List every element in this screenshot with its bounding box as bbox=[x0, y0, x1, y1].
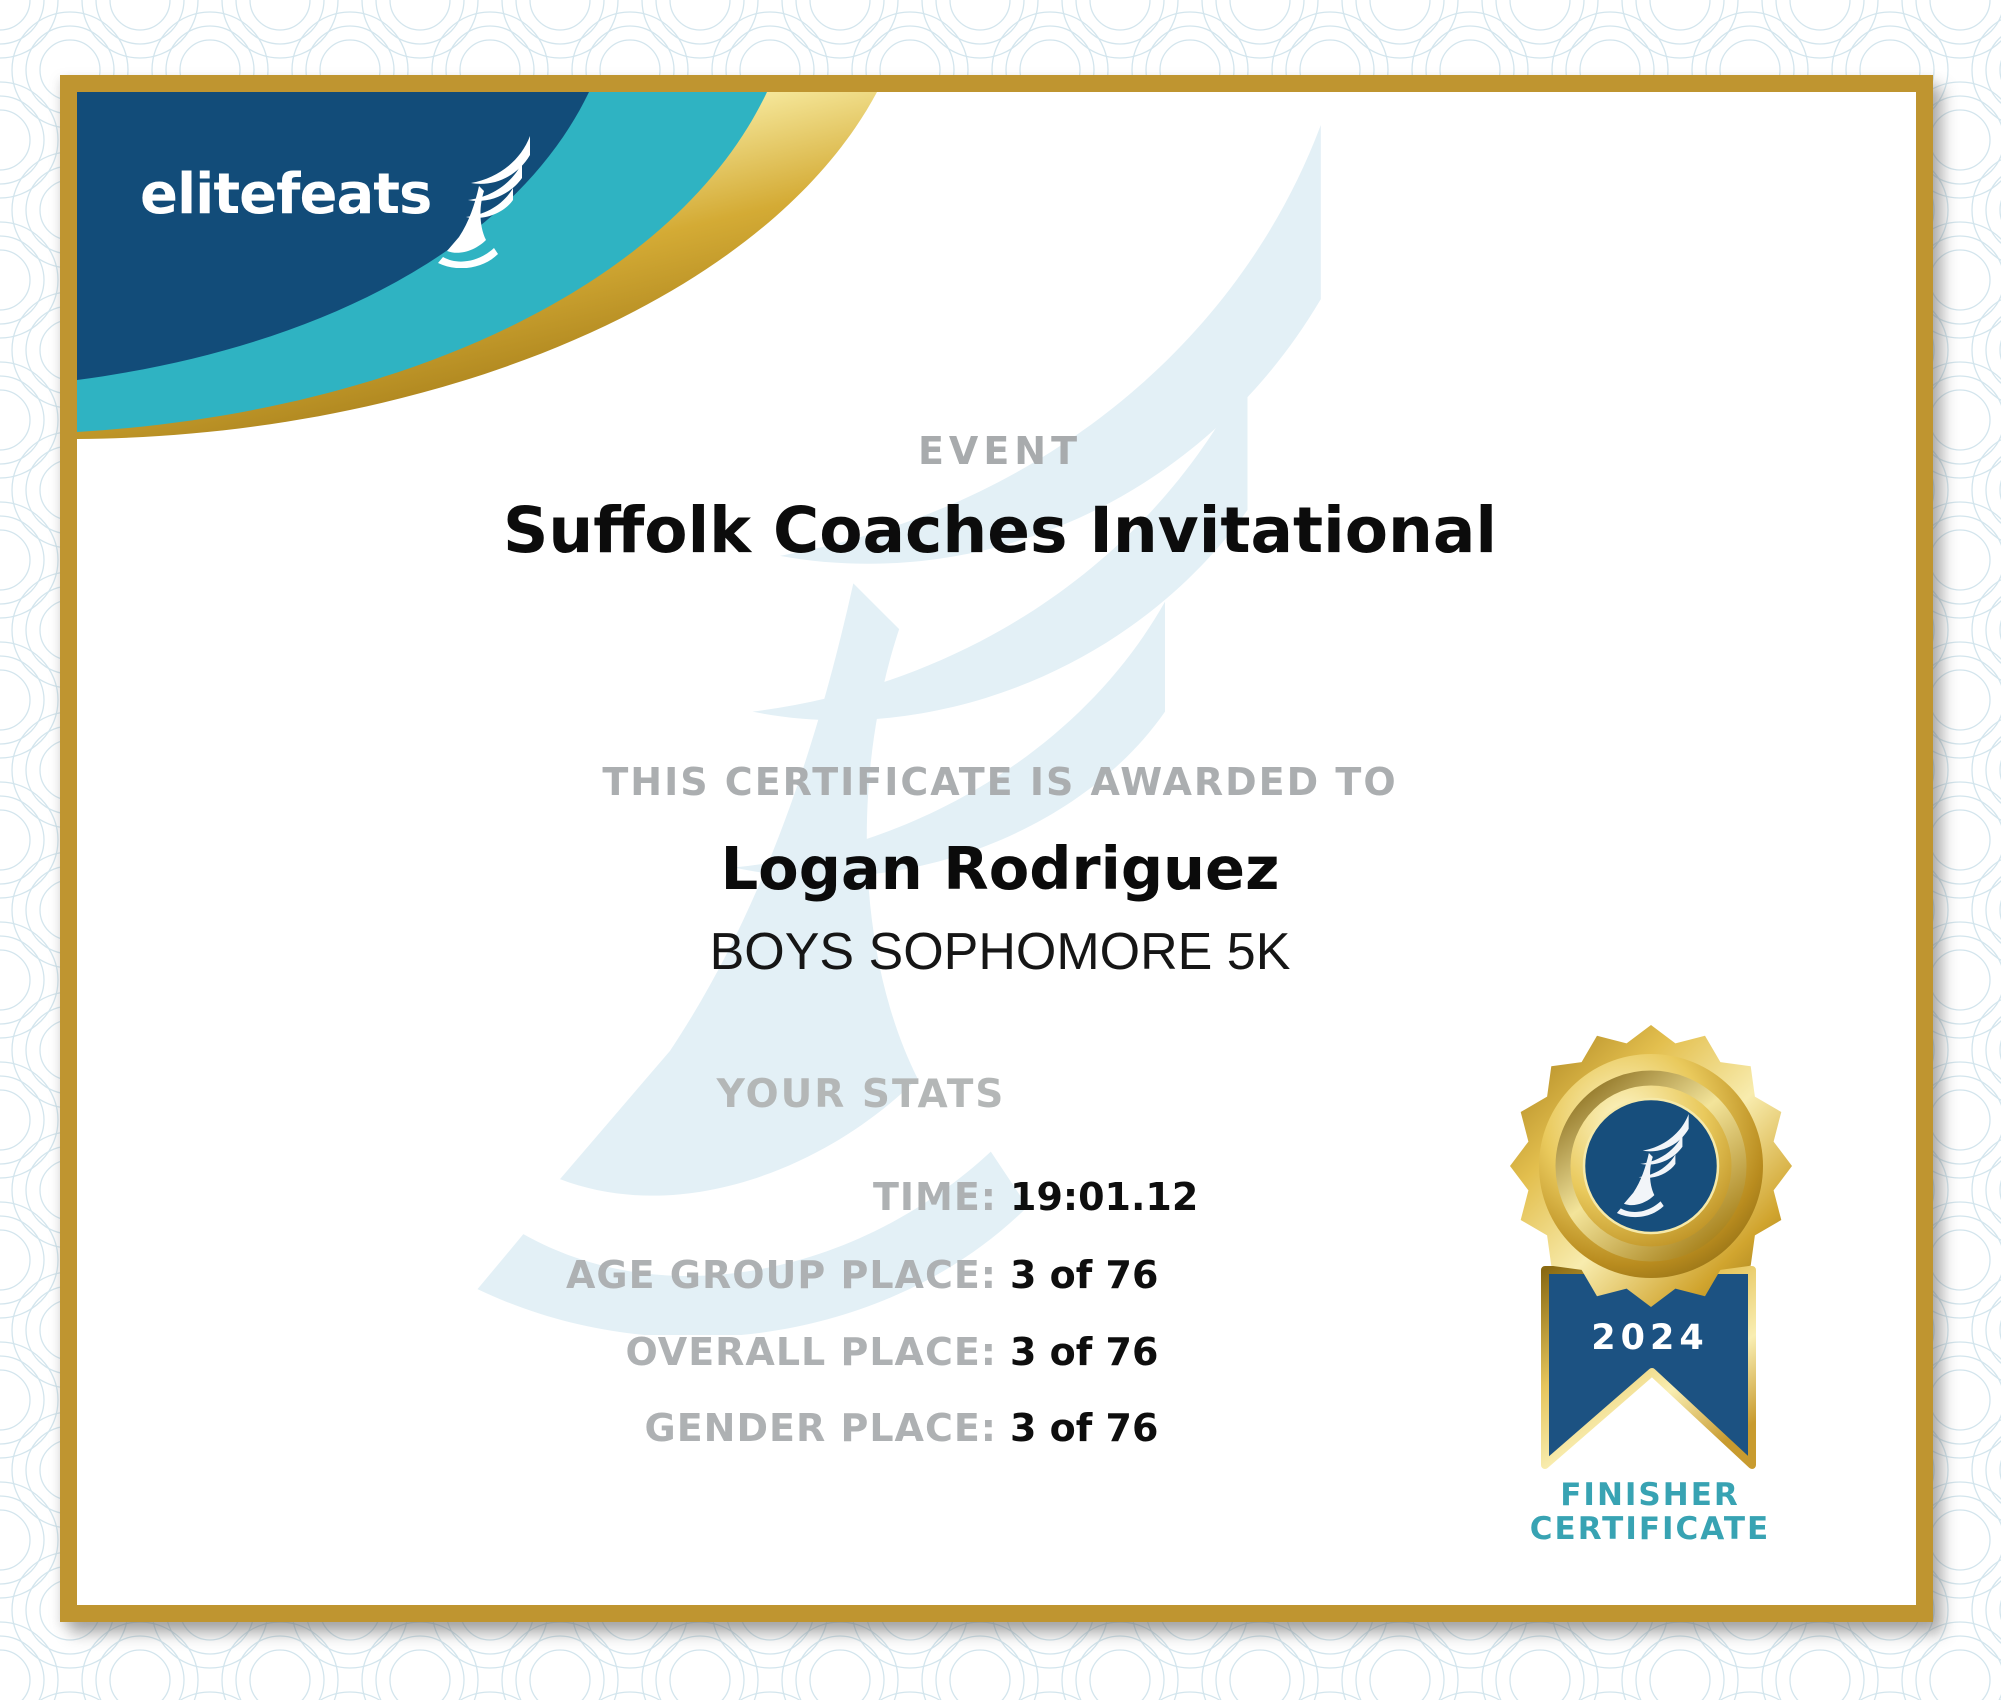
stat-label: AGE GROUP PLACE: bbox=[566, 1253, 997, 1297]
stat-value: 3 of 76 bbox=[1010, 1330, 1159, 1374]
stat-label: TIME: bbox=[872, 1175, 997, 1219]
stat-label: OVERALL PLACE: bbox=[625, 1330, 997, 1374]
brand-logo-text: elitefeats bbox=[140, 162, 432, 227]
recipient-name: Logan Rodriguez bbox=[720, 834, 1280, 903]
your-stats-heading: YOUR STATS bbox=[716, 1072, 1006, 1117]
stat-label: GENDER PLACE: bbox=[644, 1406, 997, 1450]
finisher-caption-line2: CERTIFICATE bbox=[1529, 1511, 1771, 1547]
awarded-to-label: THIS CERTIFICATE IS AWARDED TO bbox=[602, 760, 1398, 804]
stat-row-overall-place bbox=[200, 1330, 1600, 1374]
finisher-caption-line1: FINISHER bbox=[1560, 1477, 1740, 1513]
stat-value: 3 of 76 bbox=[1010, 1406, 1159, 1450]
event-label: EVENT bbox=[917, 429, 1083, 473]
event-title: Suffolk Coaches Invitational bbox=[503, 494, 1497, 567]
stat-row-gender-place bbox=[200, 1406, 1600, 1450]
badge-year: 2024 bbox=[1591, 1318, 1709, 1358]
stat-row-time bbox=[200, 1175, 1600, 1219]
finisher-certificate-caption bbox=[1490, 1478, 1810, 1546]
stat-value: 19:01.12 bbox=[1010, 1175, 1199, 1219]
finisher-badge bbox=[1440, 960, 1860, 1600]
stat-value: 3 of 76 bbox=[1010, 1253, 1159, 1297]
race-division: BOYS SOPHOMORE 5K bbox=[709, 923, 1291, 981]
stat-row-age-group-place bbox=[200, 1253, 1600, 1297]
